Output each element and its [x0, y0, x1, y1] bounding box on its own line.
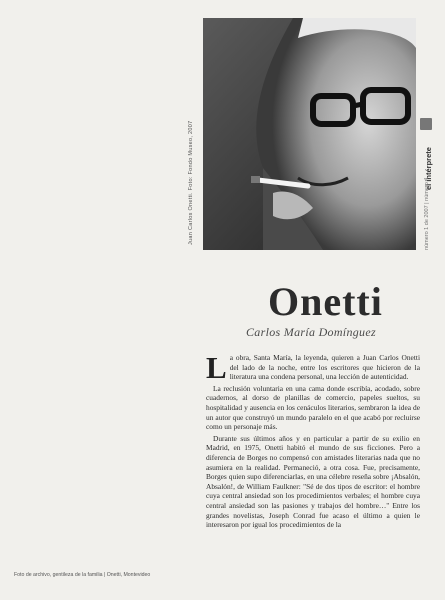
photo-caption: Foto de archivo, gentileza de la familia | Onetti, Montevideo — [14, 572, 151, 578]
paragraph-2: La reclusión voluntaria en una cama donde escribía, acodado, sobre cuadernos, al dorso de planillas de comercio, papeles sueltos, su hospitalidad y ausencia en los cenáculos literarios, sembraron la idea de un autor que construyó un mundo paralelo en el que acabó por recluirse como un personaje más. — [206, 383, 420, 432]
portrait-image — [203, 18, 416, 250]
article-body — [206, 353, 420, 585]
paragraph-1 — [206, 353, 420, 385]
author-portrait-photo — [203, 18, 416, 250]
issue-label: número 1 de 2007 | número 4 — [424, 177, 430, 250]
article-title: Onetti — [268, 279, 383, 324]
drop-cap: L — [206, 353, 227, 385]
paragraph-1-text: a obra, Santa María, la leyenda, quieren a Juan Carlos Onetti del lado de la noche, entre los escritores que hicieron de la literatura una condena personal, una lección de autenticidad. — [229, 353, 420, 382]
photo-credit: Juan Carlos Onetti. Foto: Fondo Museo, 2007 — [188, 120, 194, 245]
section-tab-marker — [420, 118, 432, 130]
magazine-name: el intérprete — [424, 147, 433, 190]
article-author: Carlos María Domínguez — [246, 325, 376, 339]
paragraph-3: Durante sus últimos años y en particular a partir de su exilio en Madrid, en 1975, Onetti habitó el mundo de sus ficciones. Pero a diferencia de Borges no compensó con amistades literarias nada que no asumiera en la realidad. Permaneció, a otra cosa. Fue, precisamente, Borges quien supo diferenciarlas, en una célebre reseña sobre ¡Absalón, Absalón!, de William Faulkner: "Sé de dos tipos de escritor: el hombre cuya central ansiedad son los procedimientos verbales; el hombre cuya central ansiedad son las pasiones y trabajos del hombre…" Entre los grandes novelistas, Joseph Conrad fue acaso el último a quien le interesaron por igual los procedimientos de la — [206, 433, 420, 530]
